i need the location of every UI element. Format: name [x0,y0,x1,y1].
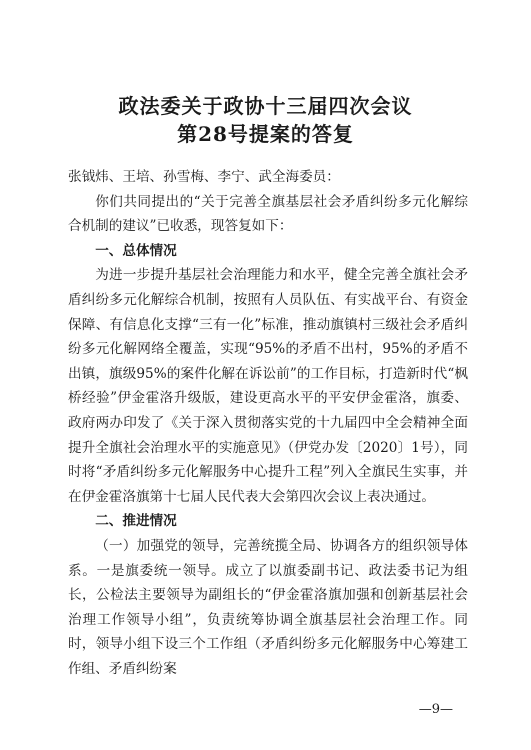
section2-paragraph: （一）加强党的领导，完善统揽全局、协调各方的组织领导体系。一是旗委统一领导。成立了以旗委副书记、政法委书记为组长，公检法主要领导为副组长的“伊金霍洛旗加强和创新基层社会治理工作领导小组”，负责统筹协调全旗基层社会治理工作。同时，领导小组下设三个工作组（矛盾纠纷多元化解服务中心筹建工作组、矛盾纠纷案 [68,537,468,677]
page-number: —9— [418,702,453,717]
intro-paragraph: 你们共同提出的“关于完善全旗基层社会矛盾纠纷多元化解综合机制的建议”已收悉，现答复如下： [68,193,468,235]
document-title-line1: 政法委关于政协十三届四次会议 [118,94,413,118]
section1-heading: 一、总体情况 [95,242,177,259]
section2-heading: 二、推进情况 [95,513,177,530]
document-body [68,165,468,681]
section1-paragraph: 为进一步提升基层社会治理能力和水平，健全完善全旗社会矛盾纠纷多元化解综合机制，按照有人员队伍、有实战平台、有资金保障、有信息化支撑“三有一化”标准，推动旗镇村三级社会矛盾纠纷多元化解网络全覆盖，实现“95%的矛盾不出村，95%的矛盾不出镇，旗级95%的案件化解在诉讼前”的工作目标，打造新时代“枫桥经验”伊金霍洛升级版，建设更高水平的平安伊金霍洛，旗委、政府两办印发了《关于深入贯彻落实党的十九届四中全会精神全面提升全旗社会治理水平的实施意见》（伊党办发〔2020〕1号），同时将“矛盾纠纷多元化解服务中心提升工程”列入全旗民生实事，并在伊金霍洛旗第十七届人民代表大会第四次会议上表决通过。 [68,267,468,505]
document-title-line2: 第28号提案的答复 [177,122,354,146]
salutation: 张钺炜、王培、孙雪梅、李宁、武全海委员： [68,169,340,185]
